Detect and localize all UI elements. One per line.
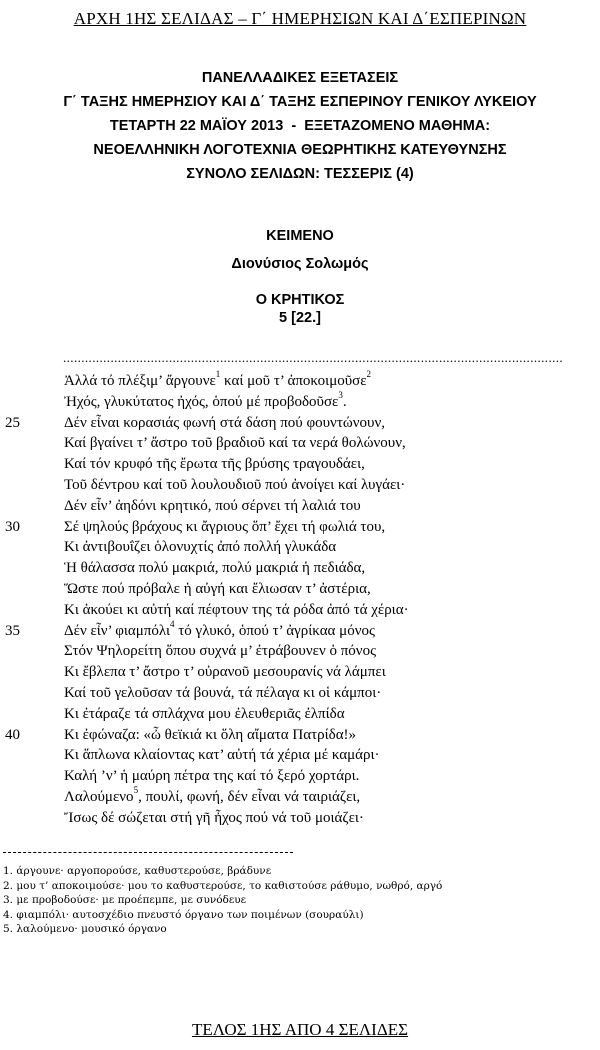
verse-text: [64, 766, 359, 787]
poem-title: Ο ΚΡΗΤΙΚΟΣ: [255, 292, 345, 308]
verse-text-part: Κι ἔβλεπα τ’ ἄστρο τ’ οὐρανοῦ μεσουρανίς νά λάμπει: [64, 664, 386, 681]
verse-text: [64, 433, 406, 454]
footnote-item: 2. μου τ’ αποκοιμούσε· μου το καθυστερούσε, το καθιστούσε ράθυμο, νωθρό, αργό: [3, 879, 443, 892]
verse-text-part: Καλή ’ν’ ἡ μαύρη πέτρα της καί τό ξερό χορτάρι.: [64, 768, 360, 785]
verse-text-part: Δέν εἶναι κορασιάς φωνή στά δάση πού φουντώνουν,: [64, 414, 385, 431]
verse-text-part: Καί τοῦ γελοῦσαν τά βουνά, τά πέλαγα κι οἱ κάμποι·: [64, 684, 382, 701]
verse-text: [64, 704, 345, 725]
verse-line: [0, 784, 600, 808]
verse-text: [64, 371, 371, 392]
exam-line-3: ΤΕΤΑΡΤΗ 22 ΜΑΪΟΥ 2013 - ΕΞΕΤΑΖΟΜΕΝΟ ΜΑΘΗΜΑ:: [109, 118, 491, 134]
verse-text-part: .: [342, 393, 347, 410]
verse-text: [64, 745, 380, 766]
verse-line: [0, 704, 600, 725]
verse-text: [64, 413, 385, 434]
verse-text: [64, 808, 364, 829]
verse-text-part: Στόν Ψηλορείτη ὅπου συχνά μ’ ἐτράβουνεν ὁ πόνος: [64, 643, 377, 660]
exam-line-4: ΝΕΟΕΛΛΗΝΙΚΗ ΛΟΓΟΤΕΧΝΙΑ ΘΕΩΡΗΤΙΚΗΣ ΚΑΤΕΥΘΥΝΣΗΣ: [93, 142, 507, 158]
poem-text: [0, 371, 600, 829]
verse-number: 25: [5, 414, 20, 431]
verse-text: [64, 454, 365, 475]
footnote-ref: 1: [215, 369, 221, 379]
verse-line: [0, 537, 600, 558]
verse-text-part: Σέ ψηλούς βράχους κι ἄγριους ὅπ’ ἔχει τή φωλιά του,: [64, 518, 386, 535]
footnote-ref: 2: [366, 369, 372, 379]
verse-text-part: Ὥστε πού πρόβαλε ἡ αὐγή και ἔλιωσαν τ’ ἀστέρια,: [64, 580, 371, 597]
verse-text-part: Ἴσως δέ σώζεται στή γῆ ἦχος πού νά τοῦ μοιάζει·: [64, 809, 364, 826]
footnotes: [3, 864, 598, 937]
verse-line: [0, 413, 600, 434]
verse-text-part: Καί τόν κρυφό τῆς ἔρωτα τῆς βρύσης τραγουδάει,: [64, 456, 365, 473]
verse-text-part: Κι ἅπλωνα κλαίοντας κατ’ αὐτή τά χέρια μέ καμάρι·: [64, 747, 380, 764]
verse-text: [64, 389, 347, 413]
footnote-ref: 3: [338, 389, 343, 400]
verse-number: 30: [5, 518, 20, 535]
verse-text-part: καί μοῦ τ’ ἀποκοιμοῦσε: [220, 373, 367, 389]
footnote-item: 3. με προβοδούσε· με προέπεμπε, με συνόδευε: [3, 894, 247, 907]
verse-line: [0, 662, 600, 683]
footnote-divider: [3, 852, 293, 853]
verse-text: [64, 496, 361, 517]
verse-line: [0, 433, 600, 454]
page-footer-text: ΤΕΛΟΣ 1ΗΣ ΑΠΟ 4 ΣΕΛΙΔΕΣ: [191, 1020, 409, 1039]
verse-number: 40: [5, 726, 20, 743]
verse-text-part: τό γλυκό, ὁπού τ’ ἀγρίκαα μόνος: [174, 622, 375, 639]
verse-line: [0, 558, 600, 579]
verse-text: [64, 558, 365, 579]
verse-text: [64, 600, 409, 621]
verse-text: [64, 475, 405, 496]
verse-line: [0, 725, 600, 746]
exam-line-5: ΣΥΝΟΛΟ ΣΕΛΙΔΩΝ: ΤΕΣΣΕΡΙΣ (4): [186, 166, 414, 182]
poem-section: 5 [22.]: [279, 310, 321, 326]
author-name: Διονύσιος Σολωμός: [231, 256, 369, 272]
verse-line: [0, 517, 600, 538]
verse-text: [64, 579, 371, 600]
verse-text: [64, 641, 376, 662]
verse-text-part: Ἠχός, γλυκύτατος ἠχός, ὁπού μέ προβοδοῦσε: [64, 393, 339, 410]
exam-line-1: ΠΑΝΕΛΛΑΔΙΚΕΣ ΕΞΕΤΑΣΕΙΣ: [201, 70, 399, 86]
verse-number: 35: [5, 622, 20, 639]
page-header: [0, 9, 600, 29]
verse-line: [0, 454, 600, 475]
exam-line-2: Γ΄ ΤΑΞΗΣ ΗΜΕΡΗΣΙΟΥ ΚΑΙ Δ΄ ΤΑΞΗΣ ΕΣΠΕΡΙΝΟΥ ΓΕΝΙΚΟΥ ΛΥΚΕΙΟΥ: [63, 94, 537, 110]
verse-text-part: Κι ἐτάραζε τά σπλάχνα μου ἐλευθεριᾶς ἐλπίδα: [64, 705, 345, 722]
verse-text: [64, 662, 386, 683]
verse-line: [0, 475, 600, 496]
page-footer: [0, 1020, 600, 1040]
verse-text: [64, 537, 336, 558]
verse-line: [0, 600, 600, 621]
verse-text-part: Ἡ θάλασσα πολύ μακριά, πολύ μακριά ἡ πεδιάδα,: [64, 560, 366, 577]
verse-line: [0, 371, 600, 392]
ellipsis-line: .........................................................................................................................................: [63, 350, 564, 365]
page-header-text: ΑΡΧΗ 1ΗΣ ΣΕΛΙΔΑΣ – Γ΄ ΗΜΕΡΗΣΙΩΝ ΚΑΙ Δ΄ΕΣΠΕΡΙΝΩΝ: [73, 9, 527, 28]
verse-text-part: Δέν εἶν’ ἀηδόνι κρητικό, πού σέρνει τή λαλιά του: [64, 497, 361, 514]
verse-text-part: Κι ἀντιβουΐζει ὁλονυχτίς ἀπό πολλή γλυκάδα: [64, 539, 337, 556]
footnote-item: 4. φιαμπόλι· αυτοσχέδιο πνευστό όργανο των ποιμένων (σουραύλι): [3, 908, 364, 921]
footnote-ref: 4: [170, 618, 175, 629]
verse-line: [0, 808, 600, 829]
verse-text: [64, 784, 361, 808]
verse-line: [0, 683, 600, 704]
verse-text-part: Δέν εἶν’ φιαμπόλι: [64, 622, 171, 639]
verse-line: [0, 579, 600, 600]
verse-text: [64, 683, 381, 704]
verse-line: [0, 618, 600, 642]
verse-text-part: Τοῦ δέντρου καί τοῦ λουλουδιοῦ πού ἀνοίγει καί λυγάει·: [64, 476, 406, 493]
verse-line: [0, 496, 600, 517]
verse-text-part: Ἀλλά τό πλέξιμ’ ἄργουνε: [64, 373, 216, 389]
verse-line: [0, 745, 600, 766]
verse-text-part: Κι ἐφώναζα: «ὦ θεϊκιά κι ὅλη αἴματα Πατρίδα!»: [64, 726, 357, 743]
verse-text: [64, 517, 385, 538]
verse-text-part: Καί βγαίνει τ’ ἄστρο τοῦ βραδιοῦ καί τα νερά θολώνουν,: [64, 435, 406, 452]
footnote-item: 5. λαλούμενο· μουσικό όργανο: [3, 923, 167, 936]
footnote-ref: 5: [133, 784, 139, 795]
footnote-item: 1. άργουνε· αργοπορούσε, καθυστερούσε, βράδυνε: [3, 865, 272, 877]
text-label: ΚΕΙΜΕΝΟ: [266, 228, 334, 244]
verse-text: [64, 618, 375, 642]
verse-text: [64, 725, 356, 746]
verse-text-part: Κι ἀκούει κι αὐτή καί πέφτουν της τά ρόδα ἀπό τά χέρια·: [64, 601, 409, 618]
verse-line: [0, 389, 600, 413]
verse-text-part: , πουλί, φωνή, δέν εἶναι νά ταιριάζει,: [138, 788, 361, 805]
verse-line: [0, 766, 600, 787]
poem-heading: [0, 291, 600, 327]
verse-text-part: Λαλούμενο: [64, 788, 134, 805]
verse-line: [0, 641, 600, 662]
exam-info: [0, 66, 600, 186]
